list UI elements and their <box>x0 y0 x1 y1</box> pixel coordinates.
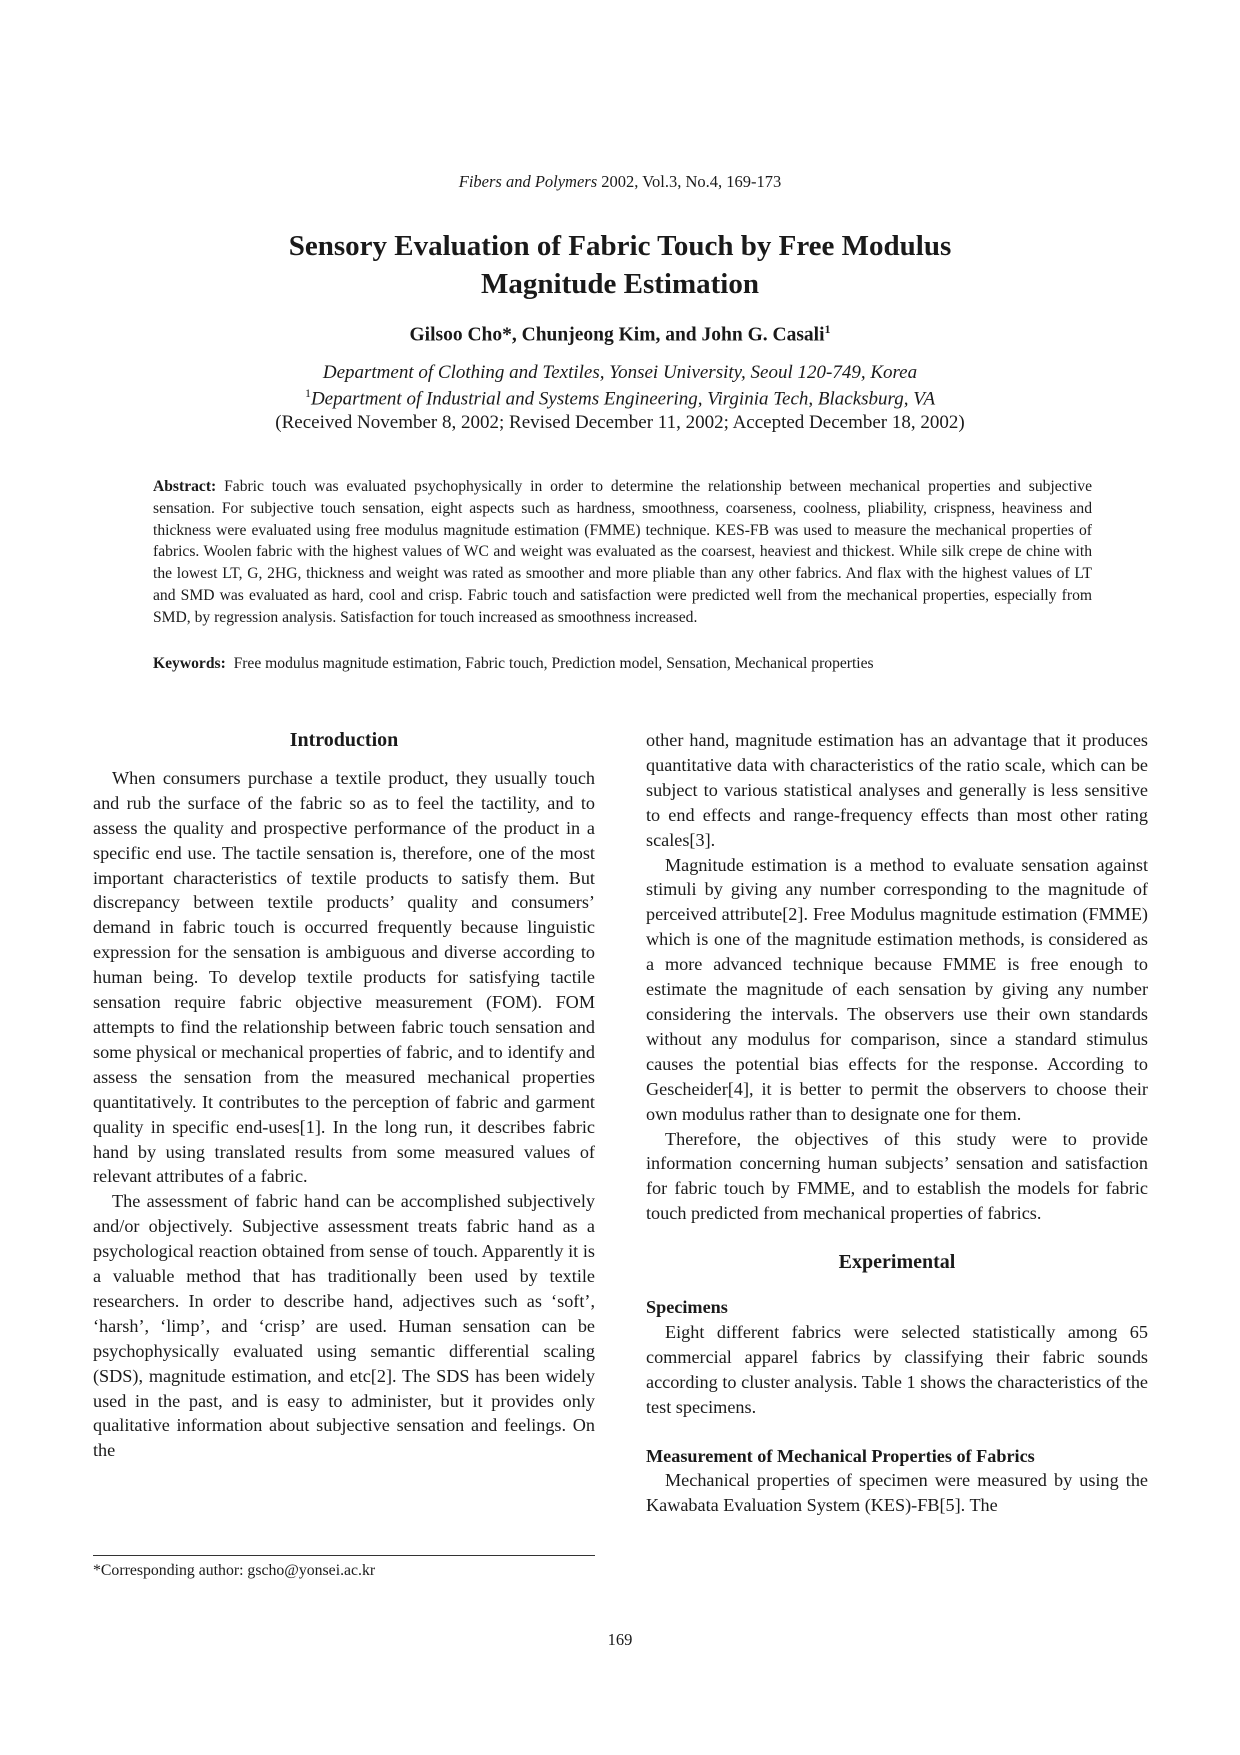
intro-paragraph-2: The assessment of fabric hand can be accomplished subjectively and/or objectively. Subjective assessment treats fabric hand as a psychological reaction obtained from sense of touch. Apparently it is a valuable method that has traditionally been used by textile researchers. In order to describe hand, adjectives such as ‘soft’, ‘harsh’, ‘limp’, and ‘crisp’ are used. Human sensation can be psychophysically evaluated using semantic differential scaling (SDS), magnitude estimation, and etc[2]. The SDS has been widely used in the past, and is easy to administer, but it provides only qualitative information about subjective sensation and feelings. On the <box>93 1191 595 1461</box>
intro-paragraph-5: Therefore, the objectives of this study were to provide information concerning human subjects’ sensation and satisfaction for fabric touch by FMME, and to establish the models for fabric touch predicted from mechanical properties of fabrics. <box>646 1128 1148 1224</box>
abstract-text: Fabric touch was evaluated psychophysically in order to determine the relationship between mechanical properties and subjective sensation. For subjective touch sensation, eight aspects such as hardness, smoothness, coarseness, coolness, pliability, crispness, heaviness and thickness were evaluated using free modulus magnitude estimation (FMME) technique. KES-FB was used to measure the mechanical properties of fabrics. Woolen fabric with the highest values of WC and weight was evaluated as the coarsest, heaviest and thickest. While silk crepe de chine with the lowest LT, G, 2HG, thickness and weight was rated as smoother and more pliable than any other fabrics. And flax with the highest values of LT and SMD was evaluated as hard, cool and crisp. Fabric touch and satisfaction were predicted well from the mechanical properties, especially from SMD, by regression analysis. Satisfaction for touch increased as smoothness increased. <box>153 478 1092 626</box>
abstract-label: Abstract: <box>153 478 217 495</box>
affiliation-1: Department of Clothing and Textiles, Yonsei University, Seoul 120-749, Korea <box>322 362 918 383</box>
keywords <box>153 655 1092 673</box>
author-list <box>0 322 1240 347</box>
page-number: 169 <box>607 1630 633 1649</box>
journal-details: 2002, Vol.3, No.4, 169-173 <box>597 172 782 191</box>
author-superscript: 1 <box>824 322 831 336</box>
authors-text: Gilsoo Cho*, Chunjeong Kim, and John G. Casali <box>409 324 825 346</box>
keywords-label: Keywords: <box>153 655 226 672</box>
journal-header <box>0 172 1240 192</box>
section-heading-introduction: Introduction <box>289 729 399 751</box>
journal-name: Fibers and Polymers <box>458 172 598 191</box>
subsection-heading-measurement: Measurement of Mechanical Properties of Fabrics <box>646 1445 1035 1466</box>
keywords-text: Free modulus magnitude estimation, Fabric touch, Prediction model, Sensation, Mechanical properties <box>225 655 874 672</box>
paper-title <box>200 227 1040 303</box>
right-column <box>646 728 1148 1518</box>
subsection-heading-specimens: Specimens <box>646 1297 728 1318</box>
footnote-divider <box>93 1555 595 1556</box>
measurement-paragraph: Mechanical properties of specimen were measured by using the Kawabata Evaluation System (KES)-FB[5]. The <box>646 1470 1148 1516</box>
intro-paragraph-3: other hand, magnitude estimation has an advantage that it produces quantitative data with characteristics of the ratio scale, which can be subject to various statistical analyses and generally is less sensitive to end effects and range-frequency effects than most other rating scales[3]. <box>646 730 1148 850</box>
title-line-1: Sensory Evaluation of Fabric Touch by Free Modulus <box>288 230 952 262</box>
intro-paragraph-1: When consumers purchase a textile product, they usually touch and rub the surface of the fabric so as to feel the tactility, and to assess the quality and prospective performance of the product in a specific end use. The tactile sensation is, therefore, one of the most important characteristics of textile products to satisfy them. But discrepancy between textile products’ quality and consumers’ demand in fabric touch is occurred frequently because linguistic expression for the sensation is ambiguous and diverse according to human being. To develop textile products for satisfying tactile sensation require fabric objective measurement (FOM). FOM attempts to find the relationship between fabric touch sensation and some physical or mechanical properties of fabric, and to identify and assess the sensation from the measured mechanical properties quantitatively. It contributes to the perception of fabric and garment quality in specific end-uses[1]. In the long run, it describes fabric hand by using translated results from some measured values of relevant attributes of a fabric. <box>93 767 595 1187</box>
left-column <box>93 728 595 1463</box>
title-line-2: Magnitude Estimation <box>481 268 759 300</box>
affiliation-2 <box>0 386 1240 410</box>
section-heading-experimental: Experimental <box>838 1251 956 1274</box>
intro-paragraph-4: Magnitude estimation is a method to evaluate sensation against stimuli by giving any number corresponding to the magnitude of perceived attribute[2]. Free Modulus magnitude estimation (FMME) which is one of the magnitude estimation methods, is considered as a more advanced technique because FMME is free enough to estimate the magnitude of each sensation by giving any number considering the intervals. The observers use their own standards without any modulus for comparison, since a standard stimulus causes the potential bias effects for the response. According to Gescheider[4], it is better to permit the observers to choose their own modulus rather than to designate one for them. <box>646 854 1148 1124</box>
received-dates: (Received November 8, 2002; Revised December 11, 2002; Accepted December 18, 2002) <box>275 412 965 433</box>
footnote-corresponding-author: *Corresponding author: gscho@yonsei.ac.kr <box>93 1562 376 1579</box>
affiliation-2-text: Department of Industrial and Systems Engineering, Virginia Tech, Blacksburg, VA <box>310 388 936 410</box>
affiliation-superscript: 1 <box>304 386 311 400</box>
abstract <box>153 476 1092 629</box>
specimens-paragraph: Eight different fabrics were selected statistically among 65 commercial apparel fabrics by classifying their fabric sounds according to cluster analysis. Table 1 shows the characteristics of the test specimens. <box>646 1321 1148 1417</box>
